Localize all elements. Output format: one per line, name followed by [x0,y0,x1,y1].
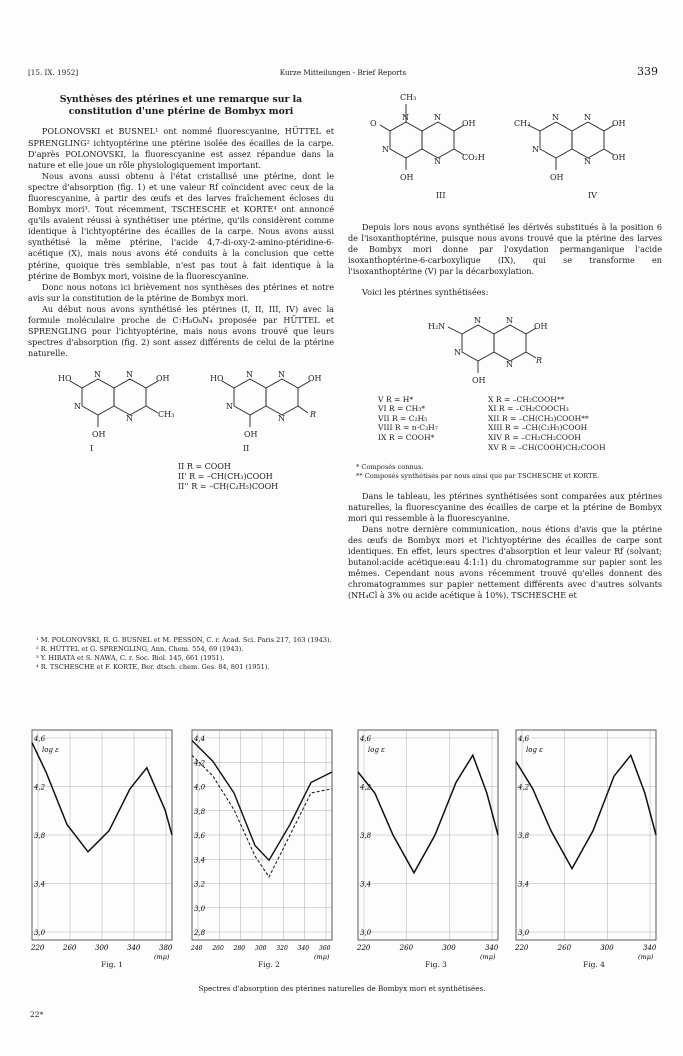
svg-text:OH: OH [400,173,414,182]
pterine-list [348,395,662,457]
paragraph-4: Au début nous avons synthétisé les ptérines (I, II, III, IV) avec la formule moléculaire proche de C₇H₈O₈N₄ proposée par HÜTTEL et SPRENGLING pour l'ichtyoptérine, mais nous avons trouvé que leurs spectres d'absorption (fig. 2) sont assez différents de celui de la ptérine naturelle. [28,303,334,359]
x-tick-label: 340 [127,944,141,952]
fig2-label: Fig. 2 [258,960,280,969]
y-tick-label: 3,0 [360,929,372,937]
x-unit-label: (mμ) [314,953,330,961]
header-journal: Kurze Mitteilungen - Brief Reports [279,68,407,77]
y-axis-label: log ε [368,746,385,754]
svg-text:OH: OH [612,153,626,162]
svg-text:OH: OH [550,173,564,182]
y-tick-label: 3,0 [34,929,46,937]
y-tick-label: 3,4 [34,880,46,889]
article-title: Synthèses des ptérines et une remarque sur la constitution d'une ptérine de Bombyx mori [59,94,303,118]
y-axis-label: log ε [42,746,59,754]
header-date: [15. IX. 1952] [28,68,79,77]
svg-text:R: R [536,355,543,365]
list-item: VII R = C₂H₅ [378,413,428,423]
x-tick-label: 300 [442,944,456,952]
svg-text:N: N [246,370,253,380]
x-tick-label: 380 [159,944,173,952]
list-item: X R = –CH₂COOH** [488,394,565,404]
y-tick-label: 4,6 [360,735,372,743]
list-item: V R = H* [378,394,414,404]
svg-text:R: R [310,410,317,420]
svg-text:N: N [278,370,285,380]
x-tick-label: 260 [63,944,77,952]
y-tick-label: 4,2 [34,783,46,792]
y-tick-label: 3,8 [518,832,530,840]
pteridine-structures-left [28,365,334,525]
x-tick-label: 300 [600,944,614,952]
x-tick-label: 260 [557,944,572,952]
x-tick-label: 240 [191,945,203,952]
list-item: VIII R = n-C₃H₇ [378,423,438,433]
svg-text:N: N [584,113,591,122]
svg-text:N: N [402,113,409,122]
y-tick-label: 3,0 [518,929,530,937]
svg-text:N: N [454,347,461,357]
x-tick-label: 340 [643,944,657,952]
right-paragraph-3: Dans le tableau, les ptérines synthétisées sont comparées aux ptérines naturelles, la fluorescyanine des écailles de carpe et la ptérine de Bombyx mori qui ressemble à la fluorescyanine. [348,490,662,523]
svg-text:N: N [532,145,539,154]
fig3-panel [356,730,499,961]
structures-I-II [28,365,334,525]
svg-text:H₂N: H₂N [428,321,446,331]
svg-text:CH₃: CH₃ [400,93,417,102]
x-tick-label: 320 [276,945,288,952]
right-paragraph-1: Depuis lors nous avons synthétisé les dérivés substitués à la position 6 de l'isoxanthoptérine, puisque nous avons trouvé que la ptérine des larves de Bombyx mori donne par l'oxydation permanganique l'acide isoxanthoptérine-6-carboxylique (IX), qui se transforme en l'isoxanthoptérine (V) par la décarboxylation. [348,222,662,277]
y-tick-label: 3,8 [360,832,372,840]
svg-text:N: N [74,402,81,412]
right-column [348,92,662,602]
fig2-panel [190,730,332,961]
paragraph-2: Nous avons aussi obtenu à l'état cristallisé une ptérine, dont le spectre d'absorption (fig. 1) et une valeur Rf coïncident avec ceux de la fluorescyanine, à partir des œufs et des larves fraîchement écloses du Bombyx mori³. Tout récemment, TSCHESCHE et KORTE⁴ ont annoncé qu'ils avaient réussi à synthétiser une ptérine, qu'ils considèrent comme identique à l'ichtyoptérine des écailles de la carpe. Nous avons aussi synthétisé la même ptérine, l'acide 4,7-di-oxy-2-amino-ptéridine-6-acétique (X), mais nous avons été conduits à la conclusion que cette ptérine, quoique très semblable, n'est pas tout à fait identique à la ptérine de Bombyx mori, voisine de la fluorescyanine. [28,170,334,281]
struct-II2-R: II'' R = –CH(C₂H₅)COOH [178,482,279,492]
svg-text:HO: HO [58,374,72,384]
y-tick-label: 3,8 [194,807,206,816]
y-tick-label: 3,2 [194,880,206,889]
absorption-spectra-figures [24,722,660,982]
fig4-panel [514,730,657,961]
svg-text:N: N [552,113,559,122]
signature-mark: 22* [30,1010,44,1019]
x-tick-label: 360 [319,945,331,952]
svg-text:OH: OH [156,374,170,384]
svg-text:CH₃: CH₃ [514,119,531,128]
x-unit-label: (mμ) [638,953,654,961]
list-item: XI R = –CH₂COOCH₃ [488,404,569,414]
svg-text:N: N [94,370,101,380]
svg-text:N: N [126,370,133,380]
pteridine-structures-right [348,92,662,212]
svg-text:N: N [584,157,591,166]
y-tick-label: 3,4 [360,880,372,889]
list-item: XII R = –CH(CH₃)COOH** [488,413,589,423]
svg-text:CO₂H: CO₂H [462,153,485,162]
struct-II-R: II R = COOH [178,462,231,472]
right-paragraph-4: Dans notre dernière communication, nous étions d'avis que la ptérine des œufs de Bombyx mori et l'ichtyoptérine des écailles de carpe sont identiques. En effet, leurs spectres d'absorption et leur valeur Rf (solvant; butanol:acide acétique:eau 4:1:1) du chromatogramme sur papier sont les mêmes. Cependant nous avons récemment trouvé qu'elles donnent des chromatogrammes sur papier nettement différents avec d'autres solvants (NH₄Cl à 3% ou acide acétique à 10%). TSCHESCHE et [348,523,662,601]
svg-text:N: N [474,315,481,325]
list-item: VI R = CH₃* [378,404,426,414]
footnotes [28,636,334,672]
y-tick-label: 2,8 [194,929,206,937]
note-2: ** Composés synthétisés par nous ainsi que par TSCHESCHE et KORTE. [356,471,600,480]
struct-label-II: II [243,444,250,454]
y-tick-label: 4,4 [194,735,206,743]
general-pterine-structure [348,299,662,395]
x-tick-label: 220 [515,944,529,952]
struct-label-IV: IV [588,191,597,200]
note-1: * Composés connus. [356,462,424,471]
footnote-1: ¹ M. POLONOVSKI, R. G. BUSNEL et M. PESSON, C. r. Acad. Sci. Paris 217, 163 (1943). [36,636,332,644]
svg-text:N: N [278,414,285,424]
list-item: XIII R = –CH(C₂H₅)COOH [488,423,588,433]
svg-text:N: N [382,145,389,154]
x-tick-label: 300 [255,945,267,952]
footnote-4: ⁴ R. TSCHESCHE et F. KORTE, Ber. dtsch. chem. Ges. 84, 801 (1951). [36,663,270,671]
svg-text:OH: OH [472,375,486,385]
svg-text:N: N [506,315,513,325]
fig1-panel [30,730,173,961]
page-number: 339 [637,65,658,78]
general-structure [348,299,662,395]
list-item: XV R = –CH(COOH)CH₂COOH [488,442,606,452]
spectrum-curve [358,755,498,873]
y-tick-label: 3,8 [34,832,46,840]
x-tick-label: 220 [31,944,45,952]
list-item: IX R = COOH* [378,432,435,442]
svg-text:N: N [126,414,133,424]
y-tick-label: 4,2 [194,759,206,768]
y-tick-label: 4,0 [194,783,206,792]
svg-text:N: N [434,157,441,166]
figure-caption: Spectres d'absorption des ptérines naturelles de Bombyx mori et synthétisées. [198,984,486,993]
svg-text:OH: OH [244,430,258,440]
x-tick-label: 260 [212,945,224,952]
paragraph-1: POLONOVSKI et BUSNEL¹ ont nommé fluorescyanine, HÜTTEL et SPRENGLING² ichtyoptérine une ptérine isolée des écailles de la carpe. D'après POLONOVSKI, la fluorescyanine est assez répandue dans la nature et elle joue un rôle physiologiquement important. [28,126,334,170]
x-unit-label: (mμ) [154,953,170,961]
x-tick-label: 220 [357,944,371,952]
svg-text:O: O [370,119,377,128]
struct-label-I: I [90,444,94,454]
y-tick-label: 4,6 [518,735,530,743]
y-tick-label: 3,0 [194,904,206,913]
struct-II1-R: II' R = –CH(CH₃)COOH [178,472,273,482]
y-tick-label: 4,2 [518,783,530,792]
y-tick-label: 3,4 [194,856,206,865]
y-tick-label: 4,2 [360,783,372,792]
y-tick-label: 3,4 [518,880,530,889]
svg-text:N: N [506,359,513,369]
svg-text:OH: OH [534,321,548,331]
left-column [28,92,334,671]
fig3-label: Fig. 3 [425,960,447,969]
structures-III-IV [348,92,662,212]
y-tick-label: 3,6 [194,832,206,840]
x-tick-label: 280 [233,945,246,952]
spectrum-curve [516,755,656,868]
x-tick-label: 260 [399,944,414,952]
x-tick-label: 340 [297,945,310,952]
footnote-2: ² R. HÜTTEL et G. SPRENGLING, Ann. Chem. 554, 69 (1943). [36,645,244,653]
svg-text:HO: HO [210,374,224,384]
fig1-label: Fig. 1 [101,960,123,969]
svg-text:N: N [434,113,441,122]
x-tick-label: 340 [485,944,499,952]
y-axis-label: log ε [526,746,543,754]
y-tick-label: 4,6 [34,735,46,743]
list-notes [348,463,662,481]
svg-text:OH: OH [92,430,106,440]
paragraph-3: Donc nous notons ici brièvement nos synthèses des ptérines et notre avis sur la constitution de la ptérine de Bombyx mori. [28,281,334,303]
svg-text:OH: OH [308,374,322,384]
svg-text:OH: OH [462,119,476,128]
right-paragraph-2: Voici les ptérines synthétisées: [362,287,489,298]
svg-text:OH: OH [612,119,626,128]
page-header [28,65,658,82]
svg-text:CH₃: CH₃ [158,410,175,420]
figures-row [24,722,660,1012]
x-tick-label: 300 [95,944,109,952]
svg-text:N: N [226,402,233,412]
fig4-label: Fig. 4 [583,960,605,969]
struct-label-III: III [436,191,446,200]
list-item: XIV R = –CH₂CH₂COOH [488,432,581,442]
footnote-3: ³ Y. HIRATA et S. NAWA, C. r. Soc. Biol. 145, 661 (1951). [36,654,225,662]
x-unit-label: (mμ) [480,953,496,961]
